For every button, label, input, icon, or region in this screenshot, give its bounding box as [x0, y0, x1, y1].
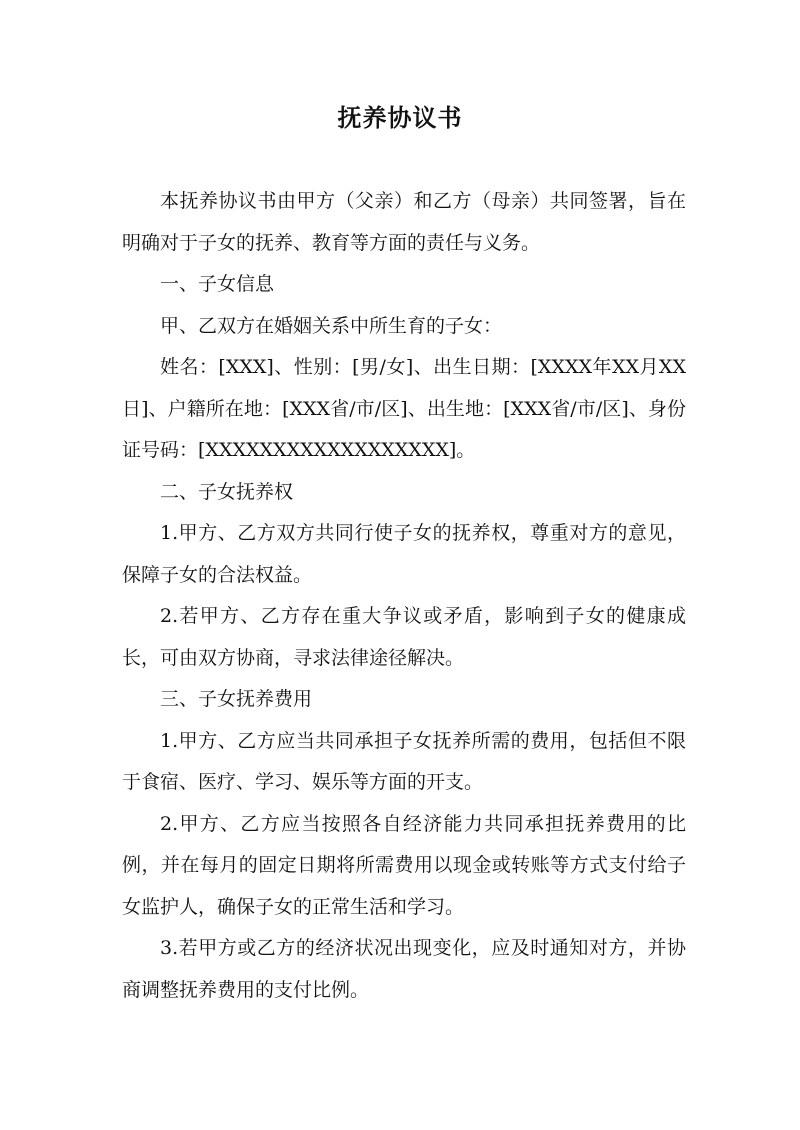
support-clause-3: 3.若甲方或乙方的经济状况出现变化，应及时通知对方，并协商调整抚养费用的支付比例。: [122, 937, 686, 1001]
section-heading-custody: 二、子女抚养权: [160, 480, 294, 503]
paragraph-child-details: 姓名：[XXX]、性别：[男/女]、出生日期：[XXXX年XX月XX日]、户籍所在地：[XXX省/市/区]、出生地：[XXX省/市/区]、身份证号码：[XXXXXXXXXXXXXXXXXX]。: [122, 356, 686, 461]
support-clause-2: 2.甲方、乙方应当按照各自经济能力共同承担抚养费用的比例，并在每月的固定日期将所需费用以现金或转账等方式支付给子女监护人，确保子女的正常生活和学习。: [122, 812, 686, 918]
document-title: 抚养协议书: [337, 103, 463, 132]
custody-clause-2: 2.若甲方、乙方存在重大争议或矛盾，影响到子女的健康成长，可由双方协商，寻求法律途径解决。: [122, 605, 686, 669]
custody-clause-1: 1.甲方、乙方双方共同行使子女的抚养权，尊重对方的意见，保障子女的合法权益。: [122, 522, 686, 586]
section-heading-child-info: 一、子女信息: [160, 273, 275, 295]
document-body: [122, 181, 686, 1011]
section-heading-support-costs: 三、子女抚养费用: [160, 688, 313, 710]
support-clause-1: 1.甲方、乙方应当共同承担子女抚养所需的费用，包括但不限于食宿、医疗、学习、娱乐等方面的开支。: [122, 729, 686, 793]
intro-paragraph: 本抚养协议书由甲方（父亲）和乙方（母亲）共同签署，旨在明确对于子女的抚养、教育等方面的责任与义务。: [122, 190, 686, 254]
paragraph-children-statement: 甲、乙双方在婚姻关系中所生育的子女：: [160, 314, 503, 337]
